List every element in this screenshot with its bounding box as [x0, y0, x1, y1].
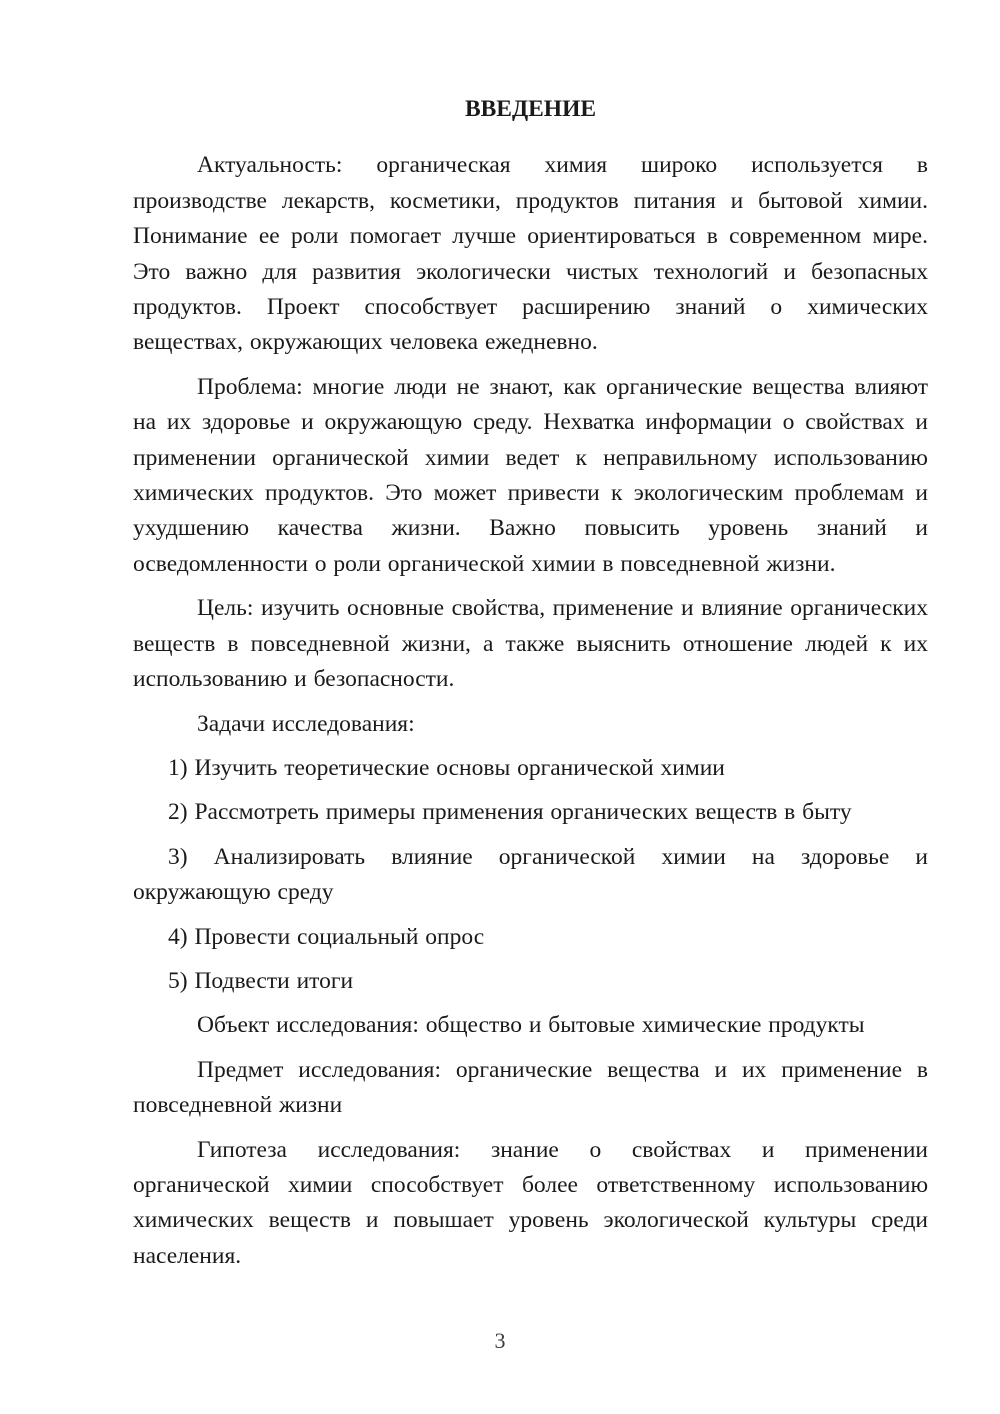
- document-body: [133, 92, 928, 1283]
- tasks-heading: Задачи исследования:: [197, 710, 415, 737]
- paragraph-goal: Цель: изучить основные свойства, применение и влияние органических веществ в повседневной жизни, а также выяснить отношение людей к их использованию и безопасности.: [133, 595, 928, 693]
- paragraph-subject: Предмет исследования: органические вещества и их применение в повседневной жизни: [133, 1056, 928, 1119]
- task-item-3: 3) Анализировать влияние органической химии на здоровье и окружающую среду: [133, 843, 928, 906]
- page-title: ВВЕДЕНИЕ: [464, 96, 597, 122]
- paragraph-problem: Проблема: многие люди не знают, как органические вещества влияют на их здоровье и окружающую среду. Нехватка информации о свойствах и применении органической химии ведет к неправильному использованию химических продуктов. Это может привести к экологическим проблемам и ухудшению качества жизни. Важно повысить уровень знаний и осведомленности о роли органической химии в повседневной жизни.: [133, 373, 928, 577]
- task-item-2: 2) Рассмотреть примеры применения органических веществ в быту: [168, 799, 852, 826]
- task-item-4: 4) Провести социальный опрос: [168, 923, 485, 950]
- task-item-1: 1) Изучить теоретические основы органической химии: [168, 754, 725, 781]
- task-item-5: 5) Подвести итоги: [168, 967, 354, 994]
- paragraph-hypothesis: Гипотеза исследования: знание о свойствах и применении органической химии способствует более ответственному использованию химических веществ и повышает уровень экологической культуры среди населения.: [133, 1136, 928, 1269]
- page-number: 3: [494, 1328, 506, 1353]
- paragraph-object: Объект исследования: общество и бытовые химические продукты: [197, 1012, 865, 1039]
- paragraph-relevance: Актуальность: органическая химия широко используется в производстве лекарств, косметики, продуктов питания и бытовой химии. Понимание ее роли помогает лучше ориентироваться в современном мире. Это важно для развития экологически чистых технологий и безопасных продуктов. Проект способствует расширению знаний о химических веществах, окружающих человека ежедневно.: [133, 152, 928, 356]
